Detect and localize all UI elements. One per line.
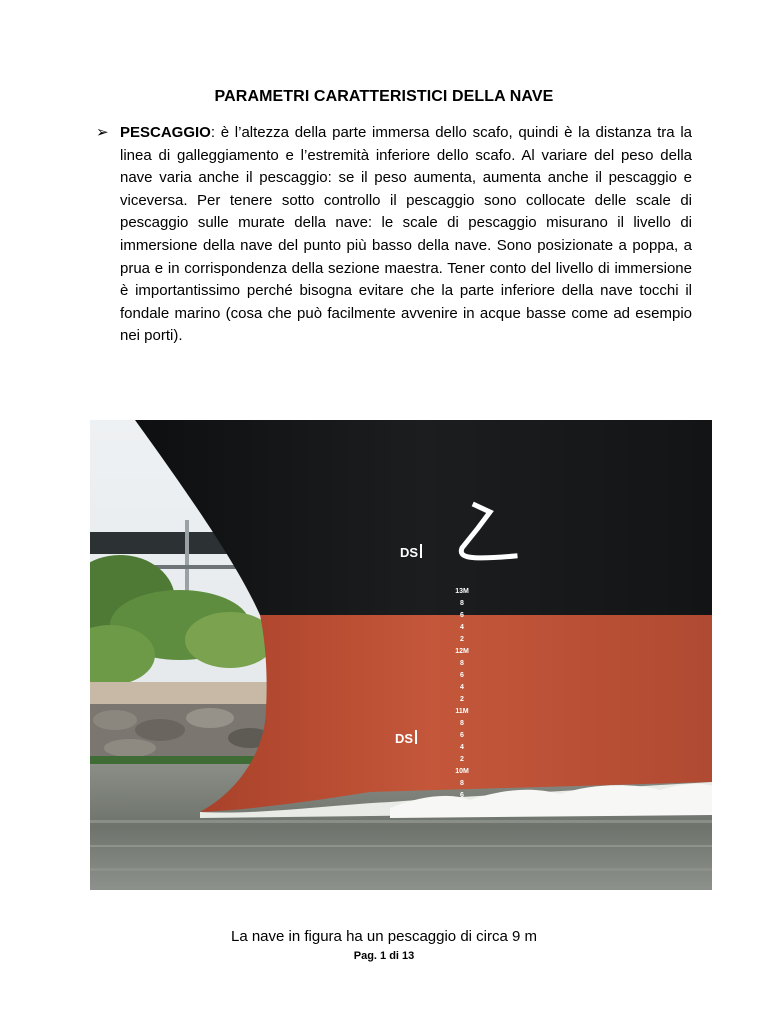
- draft-mark: 2: [460, 756, 464, 763]
- draft-mark: 6: [460, 732, 464, 739]
- pescaggio-paragraph: [120, 122, 692, 348]
- figure-caption: La nave in figura ha un pescaggio di circa 9 m: [230, 928, 538, 945]
- draft-mark: 2: [460, 696, 464, 703]
- draft-mark: 4: [460, 624, 464, 631]
- draft-mark: 8: [460, 780, 464, 787]
- ship-bow-photo: [90, 420, 712, 890]
- draft-mark: 12M: [455, 648, 469, 655]
- draft-mark: 11M: [455, 708, 469, 715]
- draft-mark: 8: [460, 660, 464, 667]
- draft-mark: 2: [460, 636, 464, 643]
- draft-mark: 6: [460, 612, 464, 619]
- draft-mark: 10M: [455, 768, 469, 775]
- ds-mark-upper: DS: [400, 545, 419, 560]
- draft-mark: 13M: [455, 588, 469, 595]
- arrow-bullet-icon: ➢: [96, 124, 109, 141]
- term-pescaggio: PESCAGGIO: [120, 124, 211, 141]
- draft-mark: 6: [460, 672, 464, 679]
- draft-mark: 4: [460, 684, 464, 691]
- draft-mark: 8: [460, 600, 464, 607]
- page-title: PARAMETRI CARATTERISTICI DELLA NAVE: [214, 88, 554, 105]
- draft-mark: 8: [460, 720, 464, 727]
- draft-mark: 4: [460, 744, 464, 751]
- pescaggio-definition: : è l’altezza della parte immersa dello scafo, quindi è la distanza tra la linea di galleggiamento e l’estremità inferiore dello scafo. Al variare del peso della nave varia anche il pescaggio: se il peso aumenta, aumenta anche il pescaggio e viceversa. Per tenere sotto controllo il pescaggio sono collocate delle scale di pescaggio sulle murate della nave: le scale di pescaggio misurano il livello di immersione della nave del punto più basso della nave. Sono posizionate a poppa, a prua e in corrispondenza della sezione maestra. Tener conto del livello di immersione è importantissimo perché bisogna evitare che la parte inferiore della nave tocchi il fondale marino (cosa che può facilmente avvenire in acque basse come ad esempio nei porti).: [120, 124, 692, 345]
- draft-mark: 6: [460, 792, 464, 799]
- ds-mark-lower: DS: [395, 731, 414, 746]
- page-number: Pag. 1 di 13: [353, 950, 415, 962]
